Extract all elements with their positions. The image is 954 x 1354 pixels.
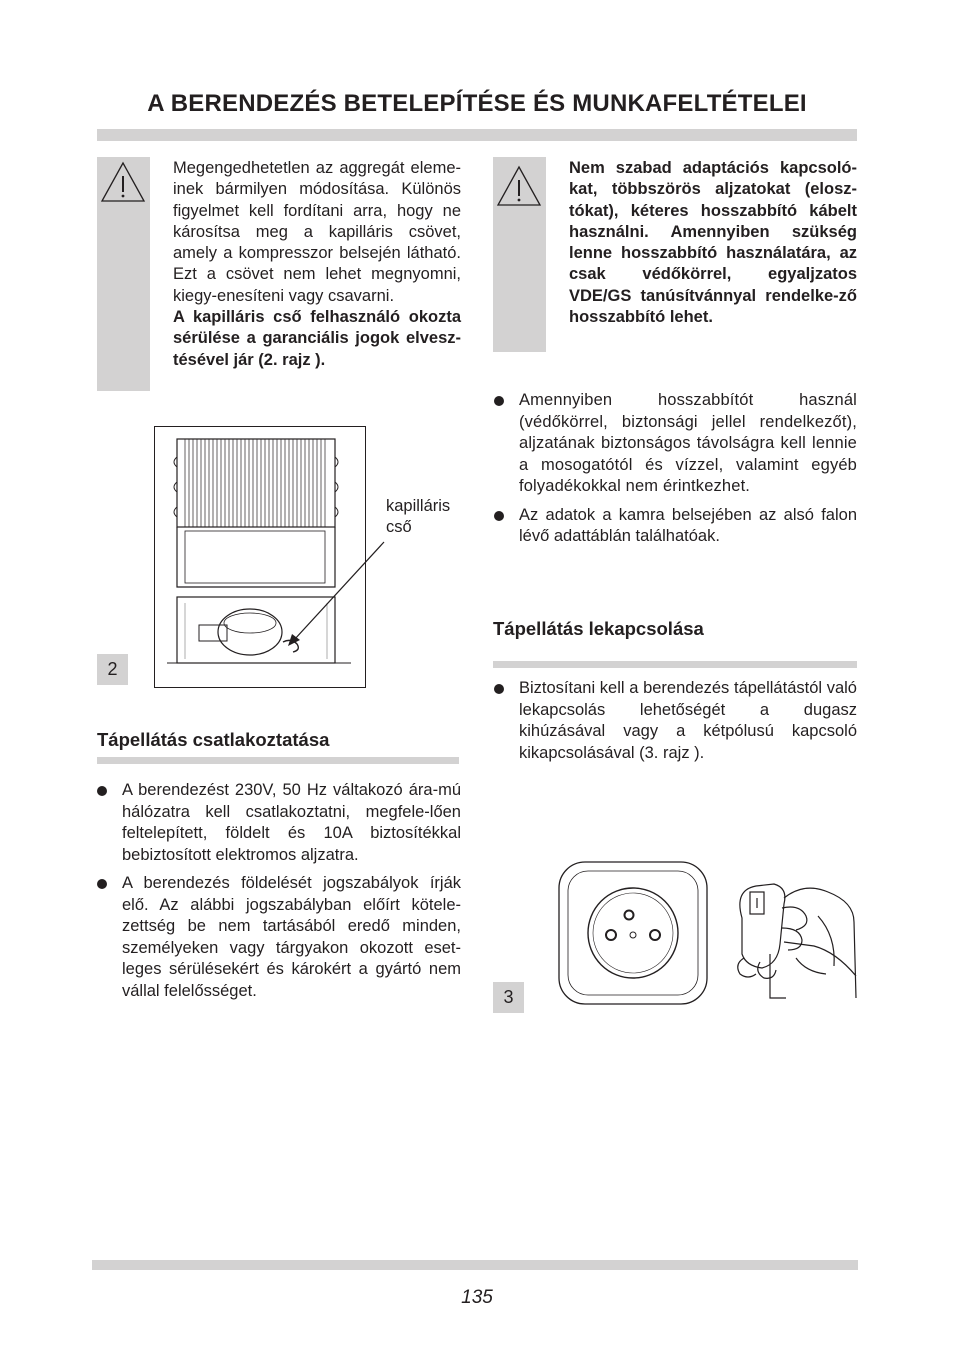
page-number: 135 [461, 1287, 493, 1308]
list-item: A berendezést 230V, 50 Hz váltakozó ára-mú hálózatra kell csatlakoztatni, megfele-lően feltelepített, földelt és 10A biztosítékkal bebiztosított elektromos aljzatra. [97, 780, 461, 866]
bullet-dot-icon [97, 879, 107, 889]
list-item: Az adatok a kamra belsejében az alsó falon lévő adattáblán találhatóak. [494, 505, 857, 548]
section-heading-connect: Tápellátás csatlakoztatása [97, 729, 330, 750]
warning-left-bold: A kapilláris cső felhasználó okozta sérülése a garanciális jogok elvesz-tésével jár (2. rajz ). [173, 308, 461, 369]
bullet-dot-icon [97, 786, 107, 796]
section-rule-connect [97, 757, 459, 764]
extension-bullet-list [494, 390, 857, 555]
connect-bullet-list [97, 780, 461, 1009]
section-heading-disconnect: Tápellátás lekapcsolása [493, 618, 704, 639]
list-item: Amennyiben hosszabbítót használ (védőkörrel, biztonsági jellel rendelkezőt), aljzatának biztonságos távolságra kell lennie a mosogatótól és vízzel, valamint egyéb folyadékokkal nem érintkezhet. [494, 390, 857, 498]
figure-3-number: 3 [493, 982, 524, 1013]
warning-triangle-icon [100, 161, 146, 203]
socket-plug-illustration [556, 858, 858, 1008]
bullet-dot-icon [494, 684, 504, 694]
label-cso: cső [386, 518, 412, 537]
warning-left-text: Megengedhetetlen az aggregát eleme-inek bármilyen módosítása. Különös figyelmet kell fordítani arra, hogy ne károsítsa meg a kapilláris csövet, amely a kompresszor belsején látható. Ezt a csövet nem lehet megnyomni, kiegy-enesíteni vagy csavarni. [173, 159, 461, 305]
title-rule [97, 129, 857, 141]
bullet-dot-icon [494, 396, 504, 406]
disconnect-bullet-list [494, 678, 857, 771]
warning-triangle-icon [496, 165, 542, 207]
page-title: A BERENDEZÉS BETELEPÍTÉSE ÉS MUNKAFELTÉTELEI [147, 90, 807, 117]
list-item: Biztosítani kell a berendezés tápellátástól való lekapcsolás lehetőségét a dugasz kihúzásával vagy a kétpólusú kapcsoló kikapcsolásával (3. rajz ). [494, 678, 857, 764]
warning-text-left [173, 158, 461, 371]
list-item: A berendezés földelését jogszabályok írják elő. Az alábbi jogszabályban előírt kötele-zettség be nem tartásából eredő minden, személyeken vagy tárgyakon okozott eset-leges sérülésekért és károkért a gyártó nem vállal felelősséget. [97, 873, 461, 1002]
warning-bar-left [97, 157, 150, 391]
figure-2-label [386, 496, 466, 539]
footer-rule [92, 1260, 858, 1270]
label-kapillaris: kapilláris [386, 497, 451, 515]
section-rule-disconnect [493, 661, 857, 668]
capillary-arrow [280, 540, 390, 650]
figure-2-number: 2 [97, 654, 128, 685]
warning-text-right [569, 158, 857, 328]
warning-bar-right [493, 157, 546, 352]
bullet-dot-icon [494, 511, 504, 521]
warning-right-bold: Nem szabad adaptációs kapcsoló-kat, többszörös aljzatokat (elosz-tókat), kéteres hosszabbító kábelt használni. Amennyiben szükség lenne hosszabbító használatára, az csak védőkörrel, egyaljzatos VDE/GS tanúsítvánnyal rendelke-ző hosszabbító lehet. [569, 159, 857, 327]
